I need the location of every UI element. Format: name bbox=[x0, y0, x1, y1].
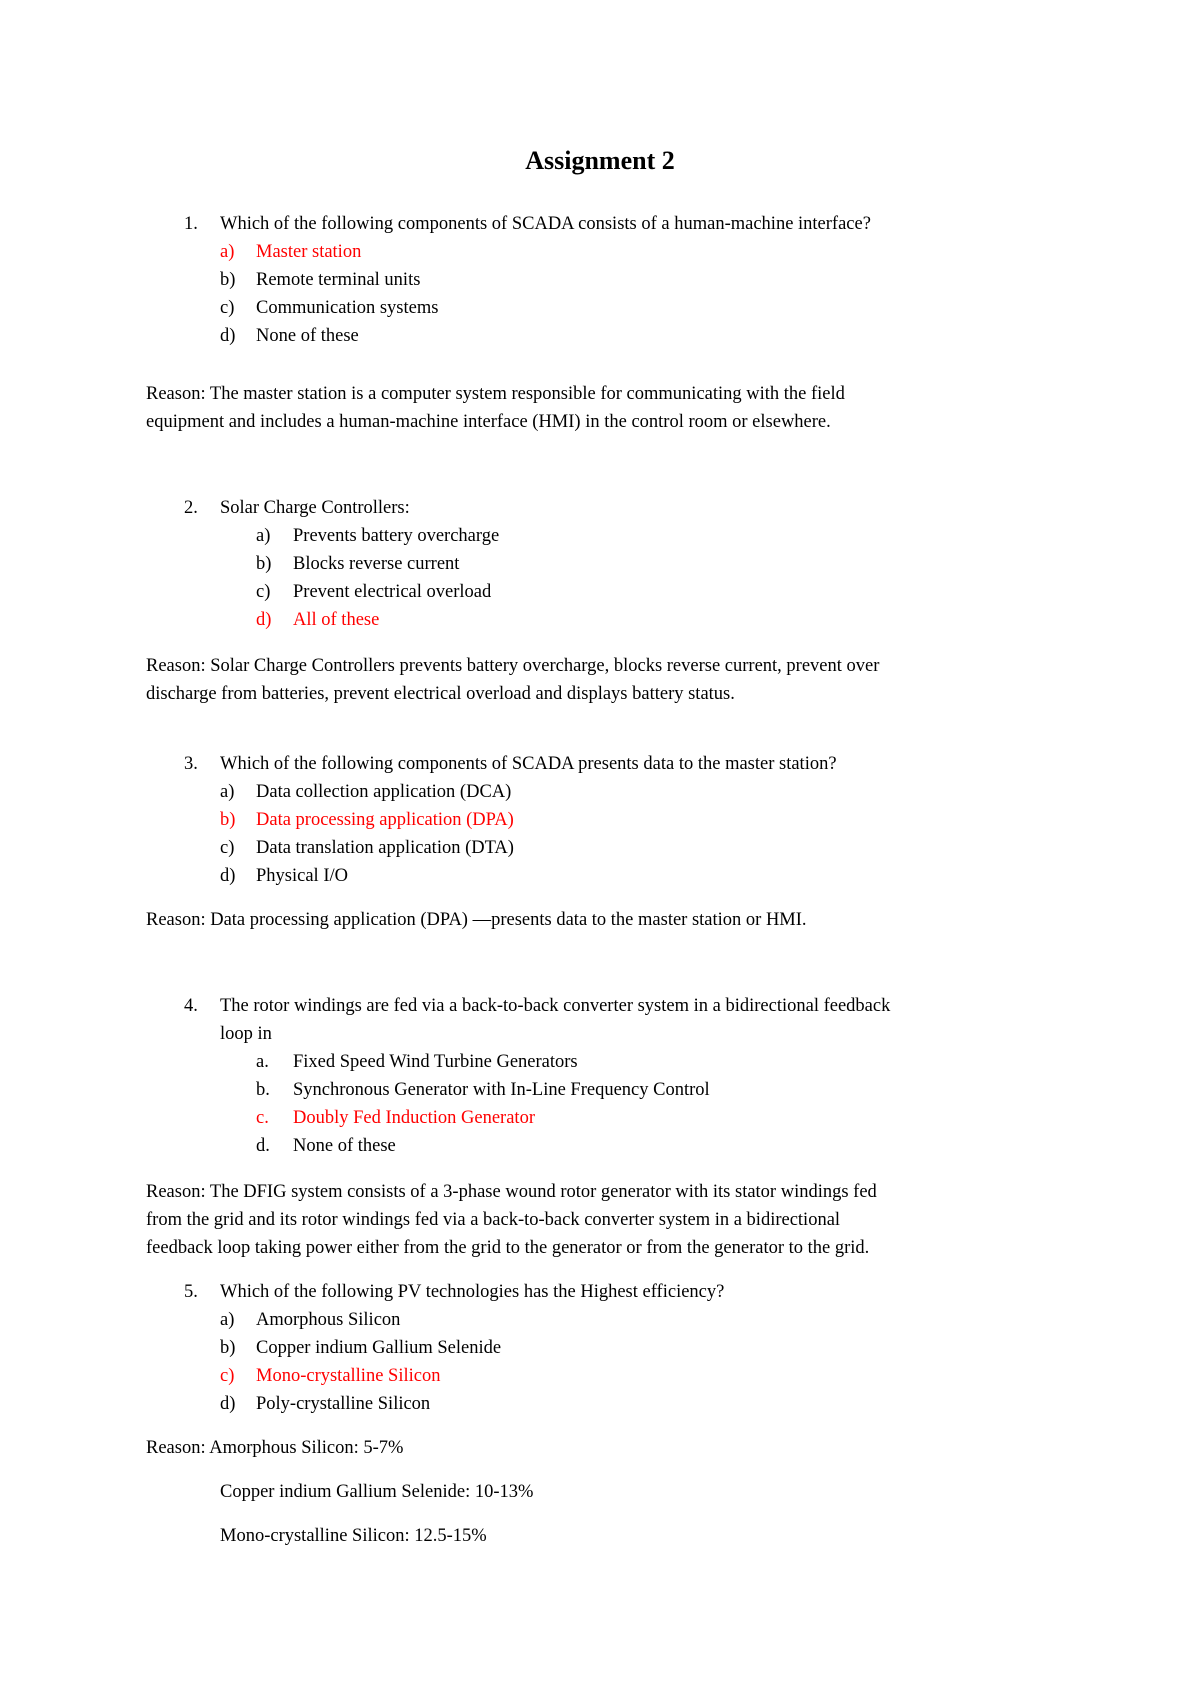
option-text: Amorphous Silicon bbox=[256, 1310, 401, 1330]
option-text: Physical I/O bbox=[256, 866, 348, 886]
option-text: Data translation application (DTA) bbox=[256, 838, 514, 858]
reason-text: from the grid and its rotor windings fed via a back-to-back converter system in a bidirectional bbox=[146, 1210, 841, 1230]
question-number: 2. bbox=[184, 498, 198, 518]
question-number: 3. bbox=[184, 754, 198, 774]
option-text: Mono-crystalline Silicon bbox=[256, 1366, 441, 1386]
question-text: Solar Charge Controllers: bbox=[220, 498, 410, 518]
option-marker: d) bbox=[256, 610, 272, 630]
option-text: Remote terminal units bbox=[256, 270, 421, 290]
option-text: Synchronous Generator with In-Line Frequency Control bbox=[293, 1080, 710, 1100]
option-text: Fixed Speed Wind Turbine Generators bbox=[293, 1052, 578, 1072]
option-marker: d) bbox=[220, 1394, 236, 1414]
option-marker: a) bbox=[256, 526, 271, 546]
option-text: Copper indium Gallium Selenide bbox=[256, 1338, 502, 1358]
question-text: loop in bbox=[220, 1024, 272, 1044]
option-text: All of these bbox=[293, 610, 380, 630]
question-text: Which of the following components of SCADA presents data to the master station? bbox=[220, 754, 837, 774]
option-marker: b) bbox=[220, 1338, 236, 1358]
reason-text: feedback loop taking power either from the grid to the generator or from the generator to the grid. bbox=[146, 1238, 870, 1258]
option-text: Data processing application (DPA) bbox=[256, 810, 514, 830]
question-number: 1. bbox=[184, 214, 198, 234]
reason-text: Reason: Amorphous Silicon: 5-7% bbox=[146, 1438, 404, 1458]
option-text: Master station bbox=[256, 242, 362, 262]
reason-text: discharge from batteries, prevent electrical overload and displays battery status. bbox=[146, 684, 735, 704]
option-marker: d. bbox=[256, 1136, 270, 1156]
option-marker: c) bbox=[220, 838, 235, 858]
question-text: Which of the following PV technologies has the Highest efficiency? bbox=[220, 1282, 725, 1302]
option-marker: a) bbox=[220, 242, 235, 262]
reason-text: Reason: Data processing application (DPA) —presents data to the master station or HMI. bbox=[146, 910, 807, 930]
option-marker: b) bbox=[220, 810, 236, 830]
reason-text: Reason: Solar Charge Controllers prevents battery overcharge, blocks reverse current, prevent over bbox=[146, 656, 880, 676]
option-text: Doubly Fed Induction Generator bbox=[293, 1108, 535, 1128]
option-text: Poly-crystalline Silicon bbox=[256, 1394, 431, 1414]
page-title: Assignment 2 bbox=[525, 146, 675, 175]
option-marker: c) bbox=[220, 1366, 235, 1386]
option-marker: d) bbox=[220, 866, 236, 886]
option-text: Prevent electrical overload bbox=[293, 582, 492, 602]
option-text: Communication systems bbox=[256, 298, 439, 318]
question-number: 4. bbox=[184, 996, 198, 1016]
option-text: Data collection application (DCA) bbox=[256, 782, 512, 802]
option-text: Blocks reverse current bbox=[293, 554, 460, 574]
option-text: None of these bbox=[256, 326, 359, 346]
reason-text: Reason: The master station is a computer system responsible for communicating with the field bbox=[146, 384, 845, 404]
option-text: Prevents battery overcharge bbox=[293, 526, 500, 546]
option-marker: d) bbox=[220, 326, 236, 346]
option-marker: a) bbox=[220, 1310, 235, 1330]
option-marker: c) bbox=[256, 582, 271, 602]
option-text: None of these bbox=[293, 1136, 396, 1156]
option-marker: a. bbox=[256, 1052, 269, 1072]
reason-text: Mono-crystalline Silicon: 12.5-15% bbox=[220, 1526, 487, 1546]
option-marker: b. bbox=[256, 1080, 270, 1100]
option-marker: a) bbox=[220, 782, 235, 802]
option-marker: c) bbox=[220, 298, 235, 318]
question-number: 5. bbox=[184, 1282, 198, 1302]
option-marker: b) bbox=[220, 270, 236, 290]
option-marker: c. bbox=[256, 1108, 269, 1128]
question-text: Which of the following components of SCADA consists of a human-machine interface? bbox=[220, 214, 871, 234]
reason-text: equipment and includes a human-machine interface (HMI) in the control room or elsewhere. bbox=[146, 412, 831, 432]
reason-text: Copper indium Gallium Selenide: 10-13% bbox=[220, 1482, 534, 1502]
option-marker: b) bbox=[256, 554, 272, 574]
reason-text: Reason: The DFIG system consists of a 3-phase wound rotor generator with its stator windings fed bbox=[146, 1182, 877, 1202]
question-text: The rotor windings are fed via a back-to-back converter system in a bidirectional feedback bbox=[220, 996, 891, 1016]
